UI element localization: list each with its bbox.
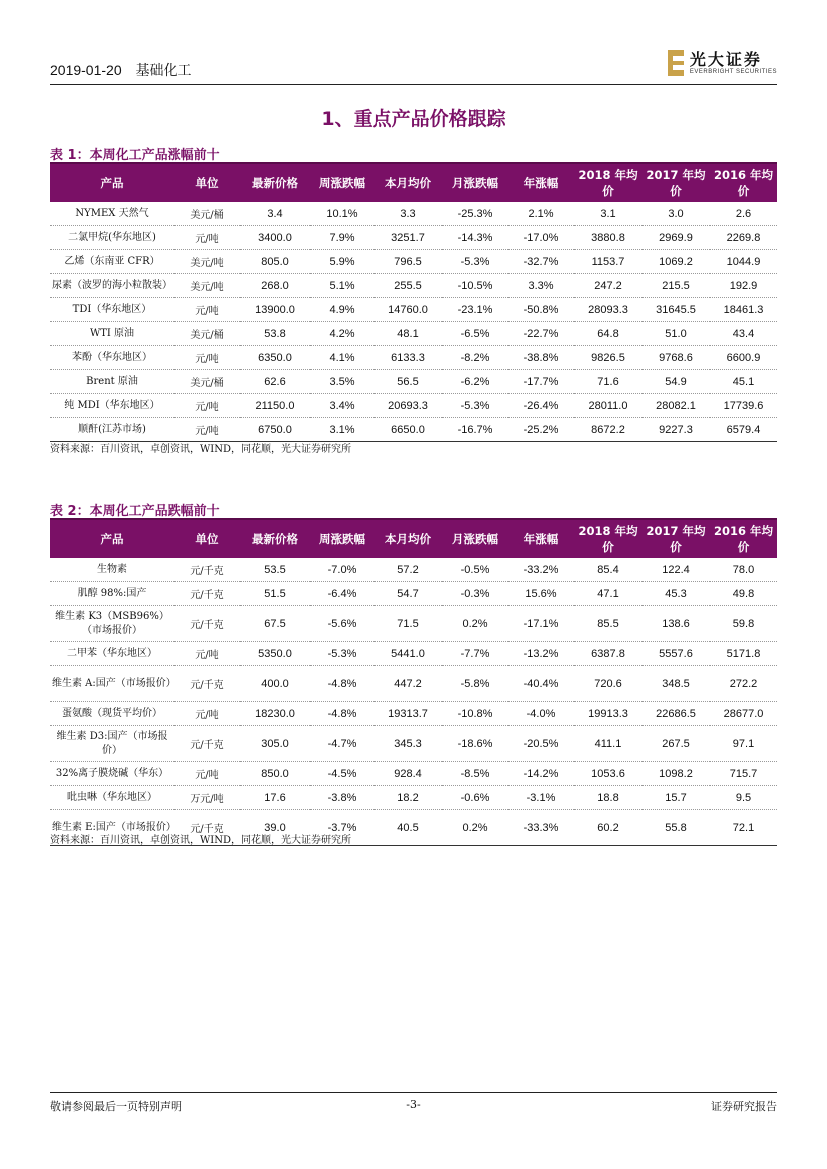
page-number: -3- — [406, 1098, 421, 1111]
column-header: 2017 年均价 — [642, 519, 710, 558]
value-cell: -5.8% — [442, 666, 508, 702]
value-cell: 47.1 — [574, 582, 642, 606]
value-cell: 18.2 — [374, 786, 442, 810]
product-cell: 蛋氨酸（现货平均价） — [50, 702, 174, 726]
value-cell: 22686.5 — [642, 702, 710, 726]
value-cell: 31645.5 — [642, 298, 710, 322]
column-header: 最新价格 — [240, 163, 310, 202]
value-cell: -13.2% — [508, 642, 574, 666]
value-cell: -33.2% — [508, 558, 574, 582]
value-cell: 3.3% — [508, 274, 574, 298]
value-cell: 28093.3 — [574, 298, 642, 322]
value-cell: 17739.6 — [710, 394, 777, 418]
value-cell: 272.2 — [710, 666, 777, 702]
value-cell: 400.0 — [240, 666, 310, 702]
footer-disclaimer: 敬请参阅最后一页特别声明 — [50, 1100, 182, 1113]
table-row — [50, 726, 777, 762]
value-cell: 43.4 — [710, 322, 777, 346]
value-cell: 3.4 — [240, 202, 310, 226]
table1-source: 资料来源：百川资讯，卓创资讯，WIND，同花顺，光大证券研究所 — [50, 444, 351, 455]
section-title: 1、重点产品价格跟踪 — [321, 108, 506, 130]
value-cell: -18.6% — [442, 726, 508, 762]
table2-body — [50, 558, 777, 846]
product-cell: 维生素 E:国产（市场报价） — [50, 810, 174, 846]
unit-cell: 元/千克 — [174, 810, 240, 846]
unit-cell: 美元/吨 — [174, 250, 240, 274]
product-cell: 维生素 D3:国产（市场报价） — [50, 726, 174, 762]
value-cell: 18.8 — [574, 786, 642, 810]
column-header: 年涨幅 — [508, 163, 574, 202]
value-cell: 85.5 — [574, 606, 642, 642]
column-header: 本月均价 — [374, 519, 442, 558]
value-cell: 45.1 — [710, 370, 777, 394]
product-cell: 纯 MDI（华东地区） — [50, 394, 174, 418]
table-row — [50, 226, 777, 250]
value-cell: -0.3% — [442, 582, 508, 606]
value-cell: -14.2% — [508, 762, 574, 786]
value-cell: 2.6 — [710, 202, 777, 226]
value-cell: 71.5 — [374, 606, 442, 642]
value-cell: 9.5 — [710, 786, 777, 810]
value-cell: 1098.2 — [642, 762, 710, 786]
value-cell: 78.0 — [710, 558, 777, 582]
product-cell: 苯酚（华东地区） — [50, 346, 174, 370]
value-cell: 215.5 — [642, 274, 710, 298]
value-cell: -8.2% — [442, 346, 508, 370]
value-cell: -5.6% — [310, 606, 374, 642]
value-cell: 4.1% — [310, 346, 374, 370]
value-cell: 850.0 — [240, 762, 310, 786]
value-cell: -5.3% — [442, 394, 508, 418]
product-cell: WTI 原油 — [50, 322, 174, 346]
value-cell: 60.2 — [574, 810, 642, 846]
value-cell: 3400.0 — [240, 226, 310, 250]
value-cell: 5.9% — [310, 250, 374, 274]
value-cell: 57.2 — [374, 558, 442, 582]
product-cell: 维生素 A:国产（市场报价） — [50, 666, 174, 702]
value-cell: -38.8% — [508, 346, 574, 370]
value-cell: 138.6 — [642, 606, 710, 642]
value-cell: 7.9% — [310, 226, 374, 250]
value-cell: -23.1% — [442, 298, 508, 322]
column-header: 本月均价 — [374, 163, 442, 202]
value-cell: -8.5% — [442, 762, 508, 786]
table-row — [50, 606, 777, 642]
product-cell: 32%离子膜烧碱（华东） — [50, 762, 174, 786]
unit-cell: 元/吨 — [174, 762, 240, 786]
value-cell: 1153.7 — [574, 250, 642, 274]
table-row — [50, 346, 777, 370]
value-cell: -4.8% — [310, 666, 374, 702]
logo-cn-text: 光大证券 — [689, 50, 762, 69]
footer-report-type: 证券研究报告 — [711, 1100, 777, 1113]
value-cell: 85.4 — [574, 558, 642, 582]
value-cell: 9826.5 — [574, 346, 642, 370]
column-header: 最新价格 — [240, 519, 310, 558]
column-header: 周涨跌幅 — [310, 163, 374, 202]
value-cell: -14.3% — [442, 226, 508, 250]
value-cell: -25.3% — [442, 202, 508, 226]
value-cell: -4.0% — [508, 702, 574, 726]
value-cell: 247.2 — [574, 274, 642, 298]
value-cell: 2969.9 — [642, 226, 710, 250]
value-cell: -0.5% — [442, 558, 508, 582]
column-header: 2017 年均价 — [642, 163, 710, 202]
unit-cell: 元/千克 — [174, 726, 240, 762]
value-cell: 3.5% — [310, 370, 374, 394]
value-cell: -7.0% — [310, 558, 374, 582]
value-cell: 55.8 — [642, 810, 710, 846]
value-cell: 40.5 — [374, 810, 442, 846]
column-header: 年涨幅 — [508, 519, 574, 558]
value-cell: 53.8 — [240, 322, 310, 346]
table-row — [50, 298, 777, 322]
header-info — [50, 60, 202, 80]
table2-header-row — [50, 519, 777, 558]
value-cell: 56.5 — [374, 370, 442, 394]
value-cell: 1044.9 — [710, 250, 777, 274]
value-cell: 268.0 — [240, 274, 310, 298]
value-cell: 5171.8 — [710, 642, 777, 666]
value-cell: 97.1 — [710, 726, 777, 762]
column-header: 产品 — [50, 163, 174, 202]
product-cell: TDI（华东地区） — [50, 298, 174, 322]
value-cell: 4.9% — [310, 298, 374, 322]
table1-body — [50, 202, 777, 442]
value-cell: 411.1 — [574, 726, 642, 762]
table-row — [50, 582, 777, 606]
value-cell: -6.2% — [442, 370, 508, 394]
value-cell: -20.5% — [508, 726, 574, 762]
unit-cell: 美元/桶 — [174, 202, 240, 226]
value-cell: -32.7% — [508, 250, 574, 274]
product-cell: 维生素 K3（MSB96%）（市场报价） — [50, 606, 174, 642]
table-row — [50, 394, 777, 418]
value-cell: 17.6 — [240, 786, 310, 810]
value-cell: -6.4% — [310, 582, 374, 606]
table-row — [50, 274, 777, 298]
value-cell: 0.2% — [442, 810, 508, 846]
unit-cell: 元/吨 — [174, 226, 240, 250]
value-cell: 5557.6 — [642, 642, 710, 666]
value-cell: 28677.0 — [710, 702, 777, 726]
value-cell: 345.3 — [374, 726, 442, 762]
sector-name: 基础化工 — [135, 62, 192, 78]
product-cell: 乙烯（东南亚 CFR） — [50, 250, 174, 274]
value-cell: 72.1 — [710, 810, 777, 846]
value-cell: 20693.3 — [374, 394, 442, 418]
value-cell: 267.5 — [642, 726, 710, 762]
value-cell: 3.3 — [374, 202, 442, 226]
value-cell: -4.5% — [310, 762, 374, 786]
value-cell: 19913.3 — [574, 702, 642, 726]
table-row — [50, 418, 777, 442]
value-cell: -3.7% — [310, 810, 374, 846]
product-cell: 尿素（波罗的海小粒散装） — [50, 274, 174, 298]
value-cell: 3.1 — [574, 202, 642, 226]
table-row — [50, 250, 777, 274]
value-cell: 6350.0 — [240, 346, 310, 370]
product-cell: 二氯甲烷(华东地区) — [50, 226, 174, 250]
unit-cell: 元/千克 — [174, 666, 240, 702]
value-cell: 6600.9 — [710, 346, 777, 370]
value-cell: 805.0 — [240, 250, 310, 274]
value-cell: 2269.8 — [710, 226, 777, 250]
value-cell: 10.1% — [310, 202, 374, 226]
value-cell: 6579.4 — [710, 418, 777, 442]
value-cell: 6133.3 — [374, 346, 442, 370]
column-header: 2016 年均价 — [710, 163, 777, 202]
value-cell: 447.2 — [374, 666, 442, 702]
company-logo — [668, 50, 777, 76]
unit-cell: 元/吨 — [174, 702, 240, 726]
column-header: 2016 年均价 — [710, 519, 777, 558]
value-cell: 48.1 — [374, 322, 442, 346]
value-cell: -17.1% — [508, 606, 574, 642]
value-cell: 15.7 — [642, 786, 710, 810]
value-cell: -10.5% — [442, 274, 508, 298]
column-header: 产品 — [50, 519, 174, 558]
unit-cell: 万元/吨 — [174, 786, 240, 810]
value-cell: 3880.8 — [574, 226, 642, 250]
value-cell: 62.6 — [240, 370, 310, 394]
table-row — [50, 786, 777, 810]
value-cell: 928.4 — [374, 762, 442, 786]
value-cell: 13900.0 — [240, 298, 310, 322]
value-cell: 51.5 — [240, 582, 310, 606]
value-cell: -3.1% — [508, 786, 574, 810]
unit-cell: 元/千克 — [174, 582, 240, 606]
value-cell: 53.5 — [240, 558, 310, 582]
value-cell: 18461.3 — [710, 298, 777, 322]
value-cell: 49.8 — [710, 582, 777, 606]
table1-header-row — [50, 163, 777, 202]
value-cell: 21150.0 — [240, 394, 310, 418]
product-cell: Brent 原油 — [50, 370, 174, 394]
product-cell: NYMEX 天然气 — [50, 202, 174, 226]
unit-cell: 美元/吨 — [174, 274, 240, 298]
value-cell: 796.5 — [374, 250, 442, 274]
table-row — [50, 666, 777, 702]
value-cell: 5350.0 — [240, 642, 310, 666]
value-cell: 67.5 — [240, 606, 310, 642]
value-cell: -5.3% — [442, 250, 508, 274]
value-cell: 8672.2 — [574, 418, 642, 442]
table-row — [50, 558, 777, 582]
value-cell: 28011.0 — [574, 394, 642, 418]
value-cell: 6387.8 — [574, 642, 642, 666]
value-cell: 71.6 — [574, 370, 642, 394]
product-cell: 吡虫啉（华东地区） — [50, 786, 174, 810]
unit-cell: 元/吨 — [174, 418, 240, 442]
value-cell: 5441.0 — [374, 642, 442, 666]
unit-cell: 元/吨 — [174, 642, 240, 666]
value-cell: 5.1% — [310, 274, 374, 298]
table2-source: 资料来源：百川资讯，卓创资讯，WIND，同花顺，光大证券研究所 — [50, 835, 351, 846]
table-row — [50, 702, 777, 726]
value-cell: 9227.3 — [642, 418, 710, 442]
column-header: 2018 年均价 — [574, 163, 642, 202]
value-cell: 2.1% — [508, 202, 574, 226]
report-date: 2019-01-20 — [50, 62, 122, 78]
table-row — [50, 370, 777, 394]
product-cell: 生物素 — [50, 558, 174, 582]
value-cell: -5.3% — [310, 642, 374, 666]
value-cell: -40.4% — [508, 666, 574, 702]
column-header: 单位 — [174, 163, 240, 202]
product-cell: 肌醇 98%:国产 — [50, 582, 174, 606]
column-header: 周涨跌幅 — [310, 519, 374, 558]
table-row — [50, 202, 777, 226]
value-cell: 6650.0 — [374, 418, 442, 442]
value-cell: 0.2% — [442, 606, 508, 642]
unit-cell: 元/吨 — [174, 394, 240, 418]
column-header: 月涨跌幅 — [442, 519, 508, 558]
value-cell: 39.0 — [240, 810, 310, 846]
value-cell: 54.9 — [642, 370, 710, 394]
column-header: 月涨跌幅 — [442, 163, 508, 202]
unit-cell: 元/吨 — [174, 346, 240, 370]
value-cell: -10.8% — [442, 702, 508, 726]
table-row — [50, 322, 777, 346]
value-cell: -33.3% — [508, 810, 574, 846]
value-cell: -7.7% — [442, 642, 508, 666]
logo-en-text: EVERBRIGHT SECURITIES — [689, 69, 777, 75]
value-cell: 192.9 — [710, 274, 777, 298]
value-cell: -17.7% — [508, 370, 574, 394]
value-cell: -4.8% — [310, 702, 374, 726]
page-header — [50, 48, 777, 85]
value-cell: 305.0 — [240, 726, 310, 762]
unit-cell: 元/千克 — [174, 606, 240, 642]
value-cell: 45.3 — [642, 582, 710, 606]
value-cell: 3.4% — [310, 394, 374, 418]
value-cell: 64.8 — [574, 322, 642, 346]
value-cell: 18230.0 — [240, 702, 310, 726]
value-cell: 51.0 — [642, 322, 710, 346]
value-cell: 9768.6 — [642, 346, 710, 370]
unit-cell: 美元/桶 — [174, 322, 240, 346]
unit-cell: 元/千克 — [174, 558, 240, 582]
value-cell: 28082.1 — [642, 394, 710, 418]
value-cell: 1069.2 — [642, 250, 710, 274]
product-cell: 顺酐(江苏市场) — [50, 418, 174, 442]
page-footer — [50, 1092, 777, 1117]
value-cell: 348.5 — [642, 666, 710, 702]
value-cell: 3.1% — [310, 418, 374, 442]
table2-title: 表 2：本周化工产品跌幅前十 — [50, 504, 220, 519]
value-cell: 3251.7 — [374, 226, 442, 250]
value-cell: 59.8 — [710, 606, 777, 642]
value-cell: 54.7 — [374, 582, 442, 606]
value-cell: -16.7% — [442, 418, 508, 442]
unit-cell: 元/吨 — [174, 298, 240, 322]
value-cell: 720.6 — [574, 666, 642, 702]
value-cell: 4.2% — [310, 322, 374, 346]
table1 — [50, 162, 777, 442]
value-cell: -6.5% — [442, 322, 508, 346]
logo-mark-icon — [668, 50, 684, 76]
value-cell: 3.0 — [642, 202, 710, 226]
product-cell: 二甲苯（华东地区） — [50, 642, 174, 666]
value-cell: -0.6% — [442, 786, 508, 810]
value-cell: -50.8% — [508, 298, 574, 322]
value-cell: -25.2% — [508, 418, 574, 442]
unit-cell: 美元/桶 — [174, 370, 240, 394]
value-cell: 14760.0 — [374, 298, 442, 322]
value-cell: 122.4 — [642, 558, 710, 582]
value-cell: 255.5 — [374, 274, 442, 298]
value-cell: -3.8% — [310, 786, 374, 810]
table-row — [50, 762, 777, 786]
value-cell: -17.0% — [508, 226, 574, 250]
value-cell: -22.7% — [508, 322, 574, 346]
value-cell: 715.7 — [710, 762, 777, 786]
column-header: 单位 — [174, 519, 240, 558]
value-cell: -4.7% — [310, 726, 374, 762]
column-header: 2018 年均价 — [574, 519, 642, 558]
value-cell: 19313.7 — [374, 702, 442, 726]
value-cell: 6750.0 — [240, 418, 310, 442]
value-cell: -26.4% — [508, 394, 574, 418]
value-cell: 1053.6 — [574, 762, 642, 786]
value-cell: 15.6% — [508, 582, 574, 606]
table2 — [50, 518, 777, 846]
table1-title: 表 1：本周化工产品涨幅前十 — [50, 148, 220, 163]
table-row — [50, 642, 777, 666]
